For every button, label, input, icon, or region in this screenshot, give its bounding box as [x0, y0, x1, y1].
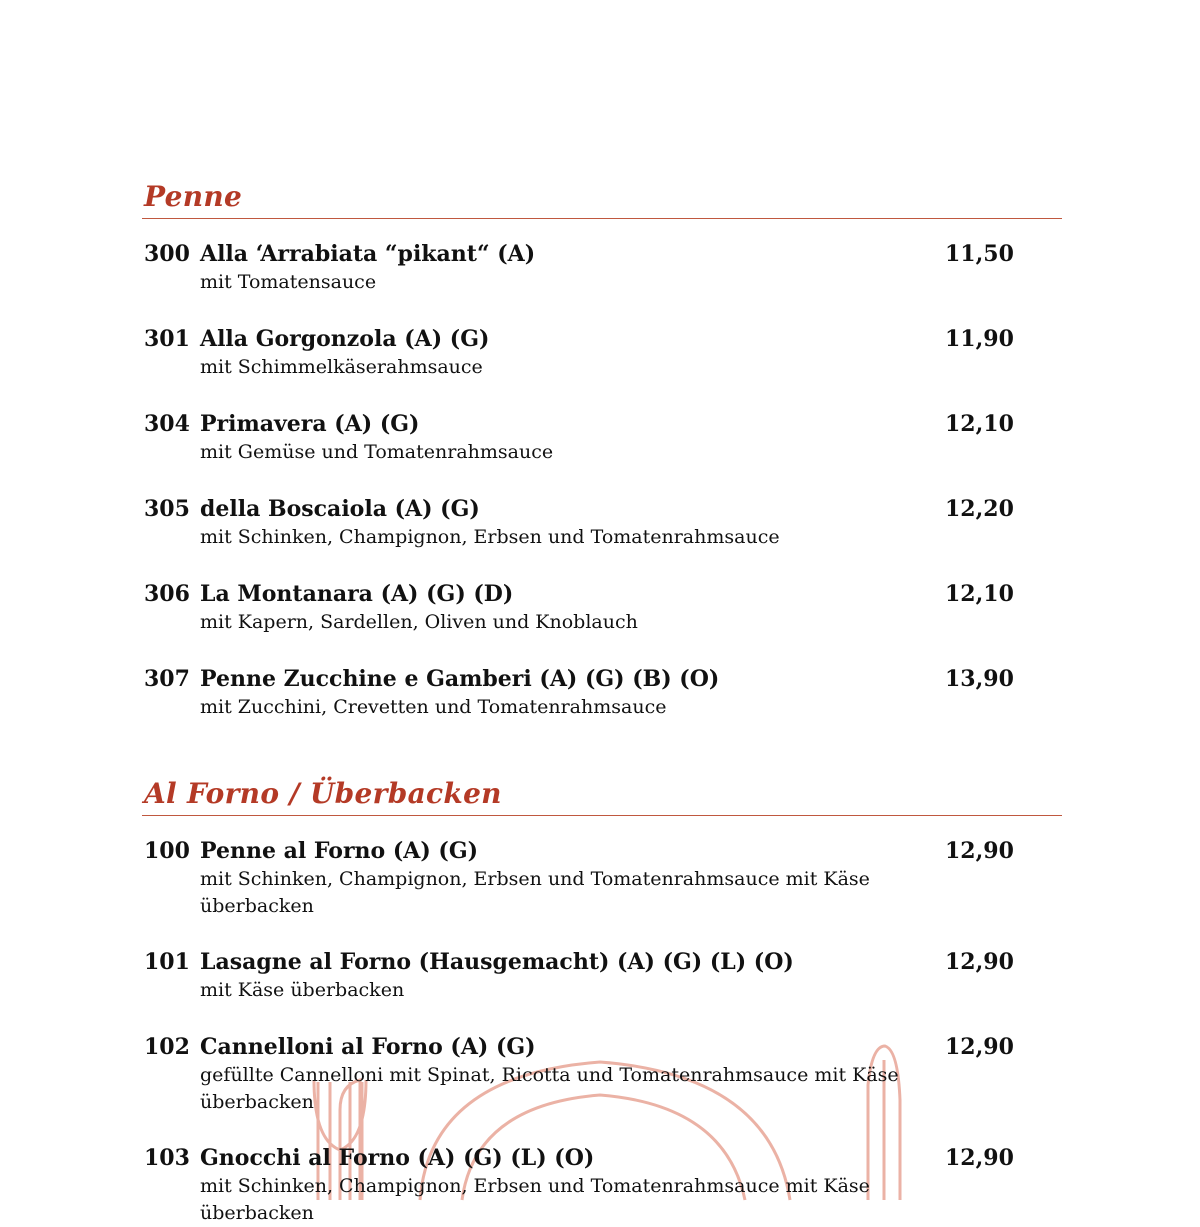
item-description: mit Schinken, Champignon, Erbsen und Tomatenrahmsauce mit Käse überbacken: [200, 1175, 870, 1224]
item-description: mit Tomatensauce: [200, 271, 377, 293]
item-description: mit Käse überbacken: [200, 979, 405, 1001]
item-number: 300: [144, 241, 190, 267]
item-name: Gnocchi al Forno (A) (G) (L) (O): [200, 1145, 595, 1171]
item-name: della Boscaiola (A) (G): [200, 496, 480, 522]
item-name: Penne al Forno (A) (G): [200, 838, 479, 864]
item-name: Cannelloni al Forno (A) (G): [200, 1034, 536, 1060]
item-price: 12,90: [945, 949, 1014, 975]
item-number: 307: [144, 666, 190, 692]
item-name: Alla ‘Arrabiata “pikant“ (A): [200, 241, 536, 267]
item-description: mit Gemüse und Tomatenrahmsauce: [200, 441, 554, 463]
item-description: mit Kapern, Sardellen, Oliven und Knoblauch: [200, 611, 638, 633]
item-number: 103: [144, 1145, 190, 1171]
item-name: Penne Zucchine e Gamberi (A) (G) (B) (O): [200, 666, 720, 692]
item-price: 12,10: [945, 411, 1014, 437]
item-description: gefüllte Cannelloni mit Spinat, Ricotta und Tomatenrahmsauce mit Käse überbacken: [200, 1064, 899, 1113]
section-al-forno: [142, 777, 1062, 1224]
section-title: Penne: [144, 180, 243, 213]
item-price: 12,10: [945, 581, 1014, 607]
item-number: 304: [144, 411, 190, 437]
item-price: 12,20: [945, 496, 1014, 522]
item-name: Lasagne al Forno (Hausgemacht) (A) (G) (L) (O): [200, 949, 794, 975]
item-description: mit Schinken, Champignon, Erbsen und Tomatenrahmsauce mit Käse überbacken: [200, 868, 870, 917]
item-price: 11,50: [945, 241, 1014, 267]
item-number: 101: [144, 949, 190, 975]
section-divider: [142, 218, 1062, 219]
item-number: 306: [144, 581, 190, 607]
item-number: 305: [144, 496, 190, 522]
item-name: La Montanara (A) (G) (D): [200, 581, 514, 607]
item-price: 13,90: [945, 666, 1014, 692]
item-price: 11,90: [945, 326, 1014, 352]
item-price: 12,90: [945, 1034, 1014, 1060]
section-title: Al Forno / Überbacken: [144, 777, 502, 810]
item-description: mit Schinken, Champignon, Erbsen und Tomatenrahmsauce: [200, 526, 780, 548]
section-divider: [142, 815, 1062, 816]
item-description: mit Zucchini, Crevetten und Tomatenrahmsauce: [200, 696, 667, 718]
item-price: 12,90: [945, 838, 1014, 864]
item-number: 100: [144, 838, 190, 864]
section-penne: [142, 180, 1062, 718]
item-number: 102: [144, 1034, 190, 1060]
item-name: Primavera (A) (G): [200, 411, 420, 437]
item-number: 301: [144, 326, 190, 352]
item-description: mit Schimmelkäserahmsauce: [200, 356, 483, 378]
item-name: Alla Gorgonzola (A) (G): [200, 326, 490, 352]
item-price: 12,90: [945, 1145, 1014, 1171]
